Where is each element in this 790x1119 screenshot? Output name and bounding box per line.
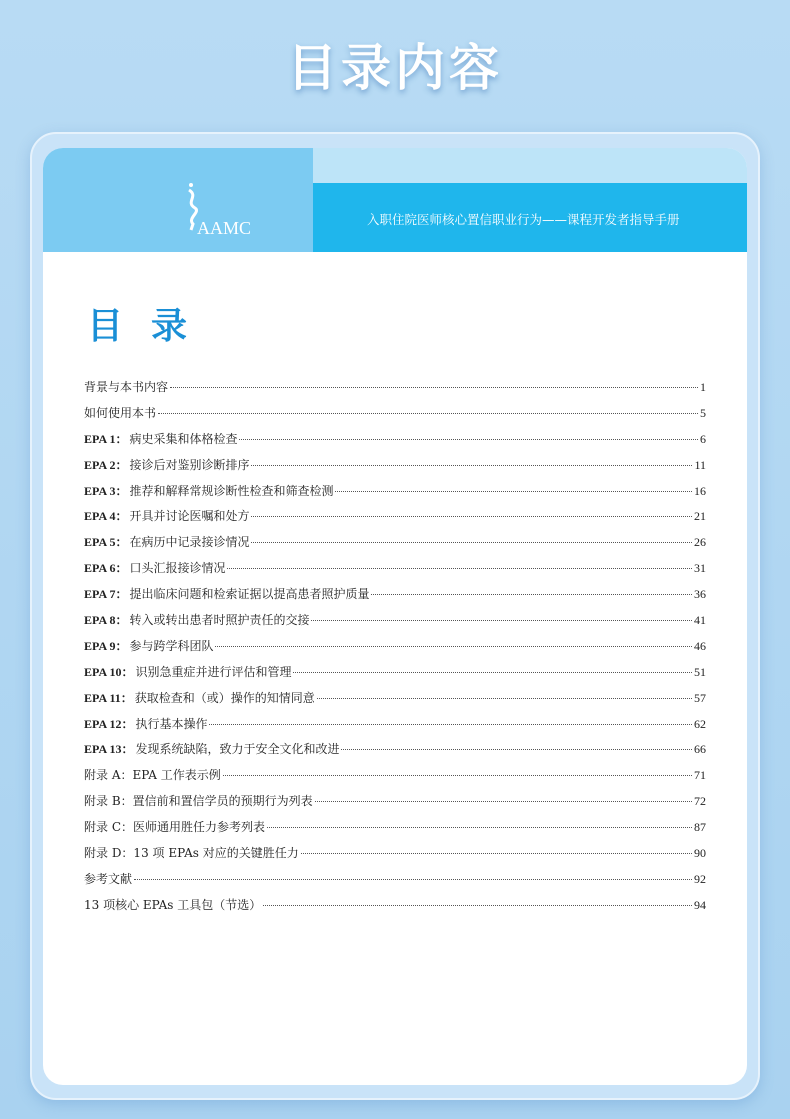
leader-dots: [227, 568, 692, 569]
leader-dots: [223, 775, 692, 776]
leader-dots: [251, 516, 692, 517]
toc-entry[interactable]: [84, 870, 706, 896]
toc-entry-label: 背景与本书内容: [84, 380, 169, 394]
toc-entry-page: 41: [694, 613, 706, 628]
toc-entry[interactable]: [84, 740, 706, 766]
leader-dots: [134, 879, 692, 880]
toc-entry[interactable]: [84, 689, 706, 715]
leader-dots: [311, 620, 692, 621]
book-page: [43, 148, 747, 1085]
toc-entry-page: 71: [694, 768, 706, 783]
table-of-contents: [84, 378, 706, 922]
toc-entry-prefix: EPA 3：: [84, 483, 128, 498]
toc-entry-page: 5: [700, 405, 706, 420]
toc-entry-label: 病史采集和体格检查: [129, 431, 238, 446]
toc-entry-label: 识别急重症并进行评估和管理: [135, 664, 292, 679]
toc-entry[interactable]: [84, 792, 706, 818]
toc-entry-page: 26: [694, 535, 706, 550]
toc-entry-prefix: EPA 1：: [84, 431, 128, 446]
leader-dots: [293, 672, 692, 673]
toc-entry[interactable]: [84, 844, 706, 870]
toc-entry-page: 57: [694, 690, 706, 705]
toc-entry-label: 参考文献: [84, 871, 133, 886]
toc-entry-prefix: EPA 4：: [84, 509, 128, 524]
toc-entry-prefix: EPA 9：: [84, 638, 128, 653]
toc-entry-label: 提出临床问题和检索证据以提高患者照护质量: [129, 587, 370, 602]
toc-entry-page: 62: [694, 716, 706, 731]
leader-dots: [158, 413, 698, 414]
toc-entry[interactable]: [84, 507, 706, 533]
toc-entry[interactable]: [84, 456, 706, 482]
toc-entry-prefix: EPA 6：: [84, 561, 128, 576]
leader-dots: [335, 491, 692, 492]
toc-entry-label: 执行基本操作: [135, 716, 208, 731]
toc-entry[interactable]: [84, 818, 706, 844]
leader-dots: [209, 724, 692, 725]
toc-entry-page: 72: [694, 794, 706, 809]
toc-entry[interactable]: [84, 766, 706, 792]
toc-entry-label: 转入或转出患者时照护责任的交接: [129, 613, 310, 628]
toc-entry[interactable]: [84, 585, 706, 611]
toc-entry-label: 口头汇报接诊情况: [129, 561, 226, 576]
toc-entry[interactable]: [84, 896, 706, 922]
toc-entry-label: 在病历中记录接诊情况: [129, 535, 250, 550]
toc-entry[interactable]: [84, 715, 706, 741]
toc-entry-page: 66: [694, 742, 706, 757]
banner-title: 目录内容: [287, 39, 503, 97]
toc-entry[interactable]: [84, 611, 706, 637]
leader-dots: [251, 465, 692, 466]
toc-entry-label: 参与跨学科团队: [129, 638, 214, 653]
toc-entry-page: 46: [694, 638, 706, 653]
leader-dots: [341, 749, 692, 750]
toc-entry-label: 附录 A：EPA 工作表示例: [84, 768, 221, 783]
logo-text: AAMC: [197, 218, 252, 238]
toc-entry-label: 接诊后对鉴别诊断排序: [129, 457, 250, 472]
toc-entry[interactable]: [84, 559, 706, 585]
toc-entry[interactable]: [84, 378, 706, 404]
leader-dots: [263, 905, 692, 906]
toc-entry-prefix: EPA 13：: [84, 742, 134, 757]
toc-entry-label: 附录 D：13 项 EPAs 对应的关键胜任力: [84, 846, 299, 861]
header-top-strip: [313, 148, 747, 183]
leader-dots: [215, 646, 692, 647]
aamc-logo: [185, 182, 252, 238]
toc-entry-page: 16: [694, 483, 706, 498]
leader-dots: [251, 542, 692, 543]
toc-entry[interactable]: [84, 404, 706, 430]
toc-entry-page: 31: [694, 561, 706, 576]
toc-entry-page: 94: [694, 897, 706, 912]
leader-dots: [170, 387, 698, 388]
toc-entry[interactable]: [84, 533, 706, 559]
toc-entry-prefix: EPA 12：: [84, 716, 134, 731]
leader-dots: [239, 439, 698, 440]
toc-entry-prefix: EPA 8：: [84, 613, 128, 628]
toc-entry-label: 开具并讨论医嘱和处方: [129, 509, 250, 524]
toc-entry[interactable]: [84, 637, 706, 663]
leader-dots: [317, 698, 692, 699]
toc-entry-page: 36: [694, 587, 706, 602]
book-subtitle: 入职住院医师核心置信职业行为——课程开发者指导手册: [367, 212, 680, 227]
toc-entry-prefix: EPA 7：: [84, 587, 128, 602]
toc-entry-label: 附录 C：医师通用胜任力参考列表: [84, 820, 265, 835]
toc-entry-prefix: EPA 11：: [84, 690, 133, 705]
toc-entry-label: 附录 B：置信前和置信学员的预期行为列表: [84, 794, 313, 809]
toc-entry-prefix: EPA 10：: [84, 664, 134, 679]
toc-entry[interactable]: [84, 663, 706, 689]
toc-entry-page: 51: [694, 664, 706, 679]
toc-entry-label: 如何使用本书: [84, 405, 157, 420]
leader-dots: [267, 827, 692, 828]
toc-entry-page: 1: [700, 380, 706, 394]
toc-entry-page: 11: [694, 457, 706, 472]
leader-dots: [371, 594, 692, 595]
leader-dots: [301, 853, 692, 854]
toc-entry-prefix: EPA 2：: [84, 457, 128, 472]
toc-entry-label: 推荐和解释常规诊断性检查和筛查检测: [129, 483, 334, 498]
toc-heading: 目录: [87, 305, 216, 347]
toc-entry-prefix: EPA 5：: [84, 535, 128, 550]
toc-entry[interactable]: [84, 430, 706, 456]
leader-dots: [315, 801, 692, 802]
toc-entry-page: 21: [694, 509, 706, 524]
header-left-block: [43, 148, 313, 252]
toc-entry-page: 90: [694, 846, 706, 861]
toc-entry[interactable]: [84, 482, 706, 508]
toc-entry-label: 发现系统缺陷，致力于安全文化和改进: [135, 742, 340, 757]
toc-entry-label: 13 项核心 EPAs 工具包（节选）: [84, 897, 262, 912]
toc-entry-page: 87: [694, 820, 706, 835]
toc-entry-label: 获取检查和（或）操作的知情同意: [134, 690, 315, 705]
toc-entry-page: 6: [700, 431, 706, 446]
toc-entry-page: 92: [694, 871, 706, 886]
